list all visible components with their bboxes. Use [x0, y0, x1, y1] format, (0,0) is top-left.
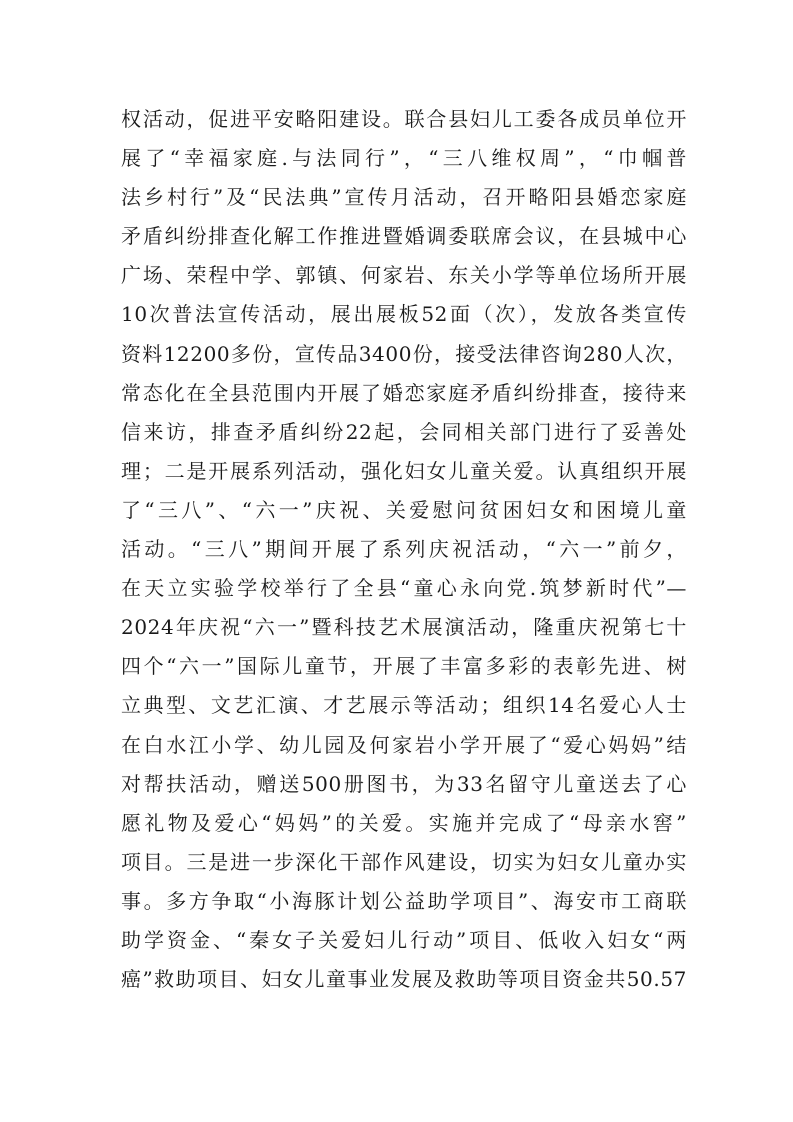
text-line: 理；二是开展系列活动，强化妇女儿童关爱。认真组织开展 — [121, 458, 687, 483]
text-line: 常态化在全县范围内开展了婚恋家庭矛盾纠纷排查，接待来 — [121, 380, 687, 405]
text-line: 癌”救助项目、妇女儿童事业发展及救助等项目资金共50.57 — [121, 967, 687, 992]
text-line: 对帮扶活动，赠送500册图书，为33名留守儿童送去了心 — [121, 771, 687, 796]
text-line: 广场、荣程中学、郭镇、何家岩、东关小学等单位场所开展 — [121, 263, 687, 288]
text-line: 2024年庆祝“六一”暨科技艺术展演活动，隆重庆祝第七十 — [121, 615, 687, 640]
text-line: 信来访，排查矛盾纠纷22起，会同相关部门进行了妥善处 — [121, 419, 687, 444]
text-line: 四个“六一”国际儿童节，开展了丰富多彩的表彰先进、树 — [121, 654, 687, 679]
text-line: 权活动，促进平安略阳建设。联合县妇儿工委各成员单位开 — [121, 107, 687, 131]
text-line: 事。多方争取“小海豚计划公益助学项目”、海安市工商联 — [121, 888, 687, 913]
text-line: 10次普法宣传活动，展出展板52面（次），发放各类宣传 — [121, 302, 687, 327]
text-line: 了“三八”、“六一”庆祝、关爱慰问贫困妇女和困境儿童 — [121, 497, 687, 522]
text-line: 法乡村行”及“民法典”宣传月活动，召开略阳县婚恋家庭 — [121, 185, 687, 210]
text-line: 资料12200多份，宣传品3400份，接受法律咨询280人次， — [121, 341, 687, 366]
text-line: 助学资金、“秦女子关爱妇儿行动”项目、低收入妇女“两 — [121, 927, 687, 952]
text-line: 愿礼物及爱心“妈妈”的关爱。实施并完成了“母亲水窖” — [121, 810, 687, 835]
text-line: 项目。三是进一步深化干部作风建设，切实为妇女儿童办实 — [121, 849, 687, 874]
text-line: 展了“幸福家庭.与法同行”，“三八维权周”，“巾帼普 — [121, 146, 687, 171]
body-paragraph — [121, 100, 687, 999]
text-line: 活动。“三八”期间开展了系列庆祝活动，“六一”前夕， — [121, 537, 687, 562]
text-line: 矛盾纠纷排查化解工作推进暨婚调委联席会议，在县城中心 — [121, 224, 687, 249]
text-line: 立典型、文艺汇演、才艺展示等活动；组织14名爱心人士 — [121, 693, 687, 718]
text-line: 在白水江小学、幼儿园及何家岩小学开展了“爱心妈妈”结 — [121, 732, 687, 757]
text-line: 在天立实验学校举行了全县“童心永向党.筑梦新时代”— — [121, 576, 687, 601]
